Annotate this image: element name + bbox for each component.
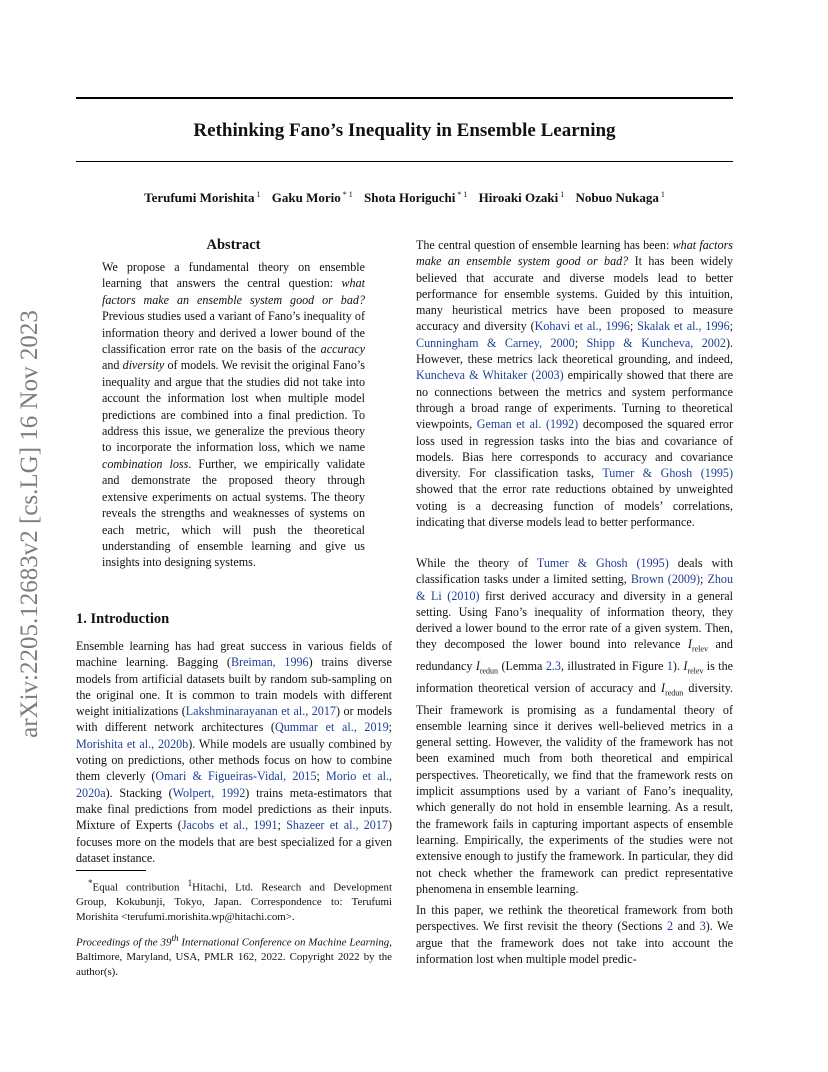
citation-link[interactable]: Qummar et al., 2019 (274, 720, 389, 735)
author-name: Hiroaki Ozaki $^1$ (478, 190, 565, 206)
author-name: Nobuo Nukaga $^1$ (575, 190, 665, 206)
citation-link[interactable]: Jacobs et al., 1991 (181, 818, 278, 833)
citation-link[interactable]: Geman et al. (1992) (476, 417, 579, 432)
figure-link[interactable]: 1 (666, 659, 673, 674)
arxiv-identifier: arXiv:2205.12683v2 [cs.LG] 16 Nov 2023 (16, 310, 43, 738)
citation-link[interactable]: Lakshminarayanan et al., 2017 (185, 704, 336, 719)
proceedings-note: Proceedings of the 39th International Conference on Machine Learning, Baltimore, Maryland, USA, PMLR 162, 2022. Copyright 2022 by the author(s). (76, 933, 392, 978)
section-link[interactable]: 3 (699, 919, 706, 934)
citation-link[interactable]: Brown (2009) (630, 572, 701, 587)
lemma-link[interactable]: 2.3 (545, 659, 561, 674)
citation-link[interactable]: Tumer & Ghosh (1995) (602, 466, 733, 481)
citation-link[interactable]: Kohavi et al., 1996 (534, 319, 630, 334)
section-heading-introduction: 1. Introduction (76, 611, 170, 627)
citation-link[interactable]: Skalak et al., 1996 (637, 319, 730, 334)
author-list (76, 190, 733, 206)
citation-link[interactable]: Cunningham & Carney, 2000 (416, 335, 575, 350)
intro-paragraph-4: In this paper, we rethink the theoretical framework from both perspectives. We first revisit the theory (Sections 2 and 3). We argue that the framework does not take into account the information lost when multiple model predic- (416, 903, 733, 966)
citation-link[interactable]: Morishita et al., 2020b (76, 736, 189, 751)
citation-link[interactable]: Kuncheva & Whitaker (2003) (416, 368, 564, 383)
citation-link[interactable]: Morio et al., 2020a (76, 769, 393, 800)
paper-title: Rethinking Fano’s Inequality in Ensemble Learning (193, 120, 616, 141)
intro-paragraph-1: Ensemble learning has had great success in various fields of machine learning. Bagging (Breiman, 1996) trains diverse models from artificial datasets built by random sub-sampling on the original one. It is common to train models with different weight initializations (Lakshminarayanan et al., 2017) or models with different network architectures (Qummar et al., 2019; Morishita et al., 2020b). While models are usually combined by voting on predictions, other methods focus on how to combine them cleverly (Omari & Figueiras-Vidal, 2015; Morio et al., 2020a). Stacking (Wolpert, 1992) trains meta-estimators that make final predictions from model predictions as their inputs. Mixture of Experts (Jacobs et al., 1991; Shazeer et al., 2017) focuses more on the models that are best specialized for a given dataset instance. (76, 639, 393, 865)
title-bottom-rule (76, 161, 733, 162)
author-name: Terufumi Morishita $^1$ (144, 190, 261, 206)
footnote-rule (76, 870, 146, 871)
section-link[interactable]: 2 (666, 919, 674, 934)
citation-link[interactable]: Omari & Figueiras-Vidal, 2015 (155, 769, 317, 784)
author-name: Gaku Morio $^{* 1}$ (271, 190, 353, 206)
citation-link[interactable]: Wolpert, 1992 (172, 785, 246, 800)
abstract-heading: Abstract (206, 237, 261, 253)
citation-link[interactable]: Shipp & Kuncheva, 2002 (586, 335, 726, 350)
citation-link[interactable]: Tumer & Ghosh (1995) (536, 556, 669, 570)
abstract-text: We propose a fundamental theory on ensemble learning that answers the central question: what factors make an ensemble system good or bad? Previous studies used a variant of Fano’s inequality of information theory and derived a lower bound of the classification error rate on the basis of the accuracy and diversity of models. We revisit the original Fano’s inequality and argue that the studies did not take into account the information lost when multiple model predictions are combined into a final prediction. To address this issue, we generalize the previous theory to incorporate the information loss, which we name combination loss. Further, we empirically validate and demonstrate the proposed theory through extensive experiments on actual systems. The theory reveals the strengths and weaknesses of systems on each metric, which will push the theoretical understanding of ensemble learning and give us insights into designing systems. (102, 260, 365, 570)
citation-link[interactable]: Breiman, 1996 (230, 655, 309, 670)
citation-link[interactable]: Zhou & Li (2010) (416, 572, 734, 603)
affiliation-footnote: *Equal contribution $^1$Hitachi, Ltd. Research and Development Group, Kokubunji, Tokyo, Japan. Correspondence to: Terufumi Morishita <terufumi.morishita.wp@hitachi.com>. (76, 878, 392, 923)
intro-paragraph-3: While the theory of Tumer & Ghosh (1995) deals with classification tasks under a limited setting, Brown (2009); Zhou & Li (2010) first derived accuracy and diversity in a general setting. Using Fano’s inequality of information theory, they derived a lower bound to the error rate of a given system. Then, they decomposed the lower bound into relevance $I_{relev}$ and redundancy $I_{redun}$ (Lemma 2.3, illustrated in Figure 1). $I_{relev}$ is the information theoretical version of accuracy and $I_{redun}$ diversity. Their framework is promising as a fundamental theory of ensemble learning since it derives well-believed metrics in a general setting. However, the validity of the framework has not been examined much from both theoretical and empirical perspectives. Theoretically, we find that the framework rests on implicit assumptions used by a variant of Fano’s inequality, which generally do not hold in ensemble learning. As a result, the framework fails in capturing important aspects of ensemble learning. Empirically, the experiments of the studies were not extensive enough to justify the framework. In particular, they did not check whether the framework can predict representative phenomena in ensemble learning. (416, 556, 734, 896)
top-rule (76, 97, 733, 99)
intro-paragraph-2: The central question of ensemble learning has been: what factors make an ensemble system good or bad? It has been widely believed that accurate and diverse models lead to better performance for ensemble systems. Guided by this intuition, many heuristical metrics have been proposed to measure accuracy and diversity (Kohavi et al., 1996; Skalak et al., 1996; Cunningham & Carney, 2000; Shipp & Kuncheva, 2002). However, these metrics lack theoretical grounding, and indeed, Kuncheva & Whitaker (2003) empirically showed that there are no connections between the metrics and system performance through a broad range of experiments. Turning to theoretical viewpoints, Geman et al. (1992) decomposed the squared error loss used in regression tasks into the bias and covariance of models. Bias here corresponds to accuracy and covariance diversity. For classification tasks, Tumer & Ghosh (1995) showed that the error rate reductions obtained by unweighted voting is a decreasing function of models’ correlations, indicating that diverse models lead to better performance. (416, 238, 733, 530)
author-name: Shota Horiguchi $^{* 1}$ (363, 190, 468, 206)
citation-link[interactable]: Shazeer et al., 2017 (286, 818, 388, 833)
